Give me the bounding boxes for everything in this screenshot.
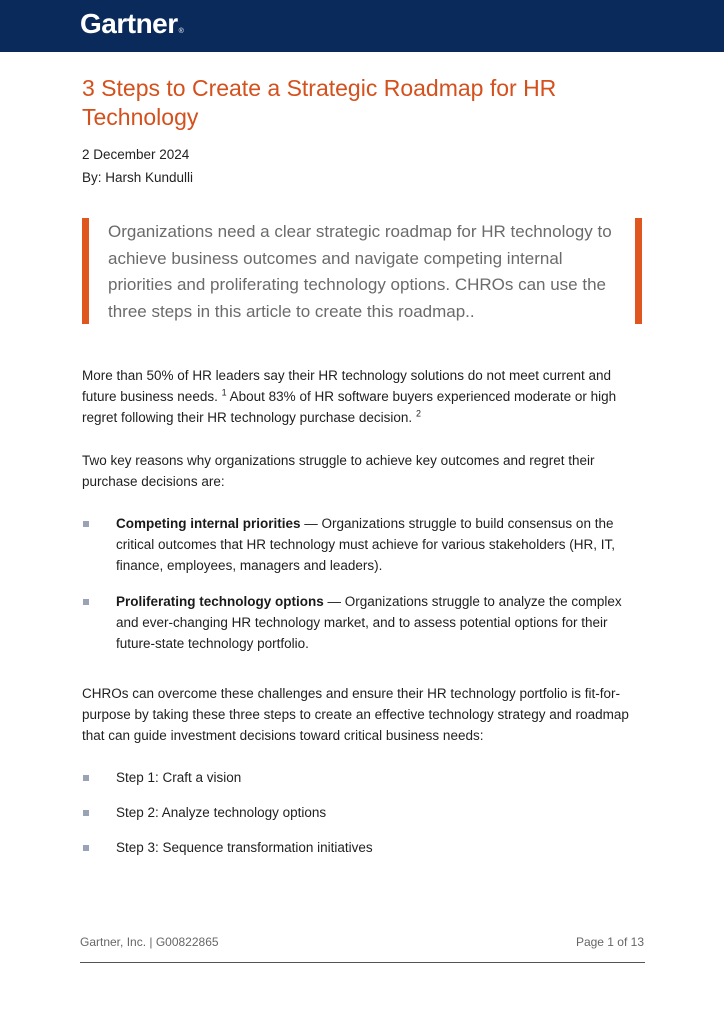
bullet-square-icon [83, 810, 89, 816]
list-item [82, 802, 644, 823]
intro-text-a: More than 50% of HR leaders say their HR technology solutions do not meet current and future business needs. [82, 368, 612, 404]
intro-text-b: About 83% of HR software buyers experienced moderate or high regret following their HR technology purchase decision. [82, 389, 617, 425]
publish-date: 2 December 2024 [82, 147, 190, 162]
list-item [82, 837, 644, 858]
gartner-logo[interactable] [80, 8, 183, 40]
registered-mark: ® [178, 28, 184, 35]
bullet-square-icon [83, 845, 89, 851]
step-text: Step 2: Analyze technology options [116, 805, 327, 820]
callout-right-bar [635, 218, 642, 324]
bullet-square-icon [83, 521, 89, 527]
summary-text: Organizations need a clear strategic roadmap for HR technology to achieve business outcomes and navigate competing internal priorities and proliferating technology options. CHROs can use the three steps in this article to create this roadmap.. [108, 222, 612, 321]
footer-page-number: Page 1 of 13 [575, 935, 644, 949]
footer-divider [80, 962, 645, 963]
list-item [82, 591, 644, 654]
intro-paragraph [82, 365, 644, 428]
callout-left-bar [82, 218, 89, 324]
footer-doc-id: Gartner, Inc. | G00822865 [80, 935, 219, 949]
bullet-square-icon [83, 775, 89, 781]
step-text: Step 1: Craft a vision [116, 770, 242, 785]
list-item [82, 513, 644, 576]
summary-callout [82, 218, 642, 324]
header-bar [0, 0, 724, 52]
list-item [82, 767, 644, 788]
author-byline: By: Harsh Kundulli [82, 170, 194, 185]
reason-label: Proliferating technology options [116, 594, 324, 609]
reason-text: — Organizations struggle to build consensus on the critical outcomes that HR technology must achieve for various stakeholders (HR, IT, finance, employees, managers and leaders). [116, 516, 615, 573]
page-title: 3 Steps to Create a Strategic Roadmap for HR Technology [82, 75, 557, 130]
reason-label: Competing internal priorities [116, 516, 301, 531]
reasons-intro-paragraph: Two key reasons why organizations struggle to achieve key outcomes and regret their purchase decisions are: [82, 453, 595, 489]
reason-text: — Organizations struggle to analyze the complex and ever-changing HR technology market, and to assess potential options for their future-state technology portfolio. [116, 594, 622, 651]
bullet-square-icon [83, 599, 89, 605]
footnote-ref-2[interactable]: 2 [415, 408, 421, 419]
steps-intro-paragraph: CHROs can overcome these challenges and ensure their HR technology portfolio is fit-for-purpose by taking these three steps to create an effective technology strategy and roadmap that can guide investment decisions toward critical business needs: [82, 686, 629, 743]
logo-text: Gartner [80, 8, 178, 39]
footnote-ref-1[interactable]: 1 [221, 387, 227, 398]
step-text: Step 3: Sequence transformation initiatives [116, 840, 373, 855]
